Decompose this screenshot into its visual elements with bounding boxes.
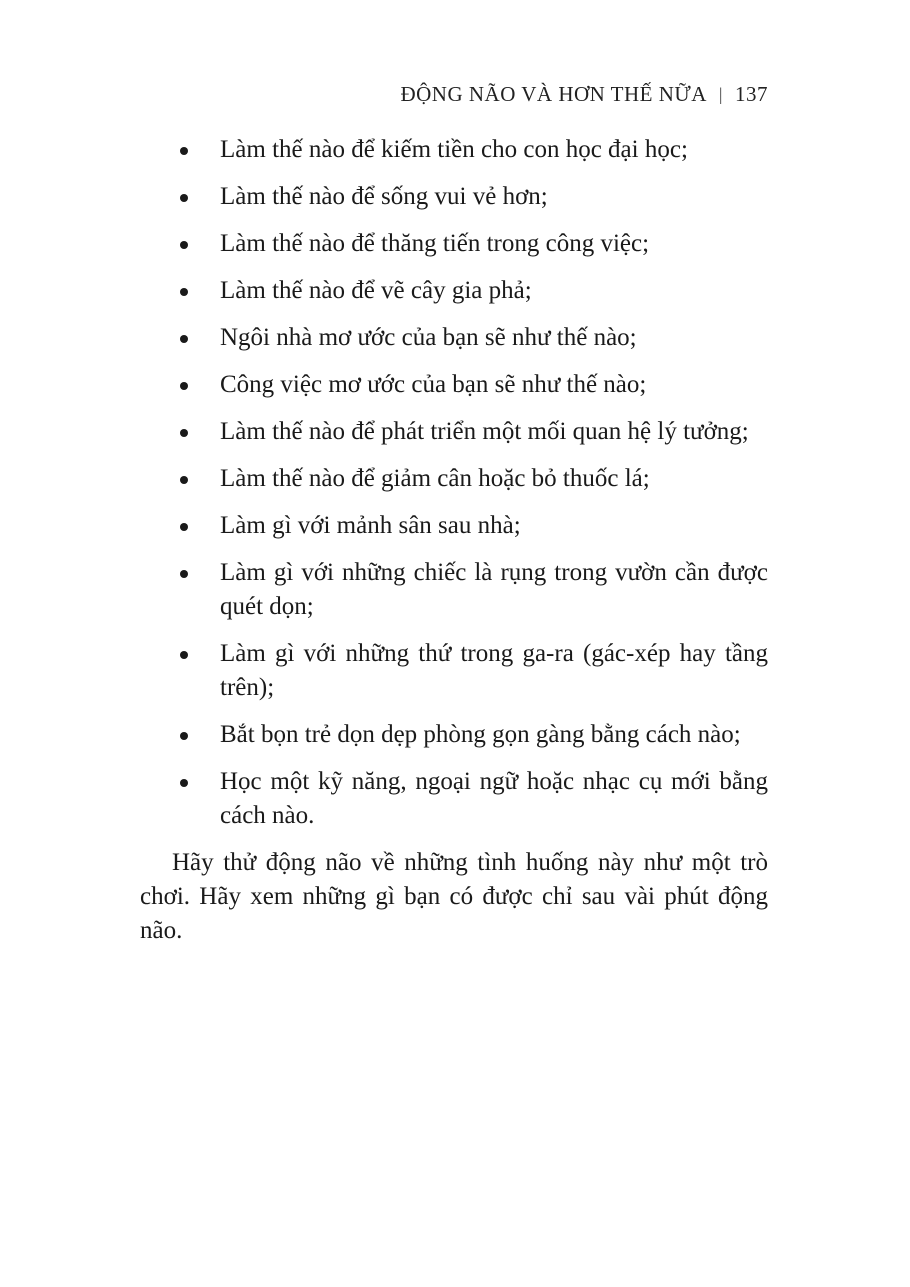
list-item — [140, 556, 768, 624]
list-item-text: Học một kỹ năng, ngoại ngữ hoặc nhạc cụ mới bằng cách nào. — [220, 768, 768, 829]
list-item — [140, 133, 768, 167]
list-item — [140, 368, 768, 402]
page-body — [140, 133, 768, 973]
list-item — [140, 227, 768, 261]
bullet-icon — [180, 194, 188, 202]
list-item-text: Bắt bọn trẻ dọn dẹp phòng gọn gàng bằng cách nào; — [220, 721, 741, 748]
header-separator: | — [718, 84, 723, 104]
list-item-text: Ngôi nhà mơ ước của bạn sẽ như thế nào; — [220, 324, 637, 351]
list-item-text: Làm thế nào để sống vui vẻ hơn; — [220, 183, 548, 210]
list-item — [140, 415, 768, 449]
bullet-icon — [180, 335, 188, 343]
bullet-icon — [180, 732, 188, 740]
bullet-icon — [180, 476, 188, 484]
list-item — [140, 462, 768, 496]
running-header — [400, 82, 768, 107]
bullet-list — [140, 133, 768, 833]
list-item — [140, 765, 768, 833]
list-item — [140, 274, 768, 308]
bullet-icon — [180, 523, 188, 531]
list-item-text: Làm thế nào để giảm cân hoặc bỏ thuốc lá; — [220, 465, 650, 492]
list-item-text: Công việc mơ ước của bạn sẽ như thế nào; — [220, 371, 647, 398]
chapter-title: ĐỘNG NÃO VÀ HƠN THẾ NỮA — [400, 82, 707, 106]
list-item — [140, 509, 768, 543]
body-paragraph: Hãy thử động não về những tình huống này như một trò chơi. Hãy xem những gì bạn có được chỉ sau vài phút động não. — [140, 849, 768, 944]
bullet-icon — [180, 429, 188, 437]
bullet-icon — [180, 147, 188, 155]
bullet-icon — [180, 651, 188, 659]
list-item — [140, 718, 768, 752]
list-item-text: Làm thế nào để phát triển một mối quan hệ lý tưởng; — [220, 418, 749, 445]
bullet-icon — [180, 288, 188, 296]
page-number: 137 — [735, 82, 768, 106]
list-item-text: Làm thế nào để thăng tiến trong công việc; — [220, 230, 650, 257]
list-item — [140, 637, 768, 705]
list-item-text: Làm gì với những chiếc là rụng trong vườn cần được quét dọn; — [220, 559, 768, 620]
list-item-text: Làm gì với mảnh sân sau nhà; — [220, 512, 521, 539]
bullet-icon — [180, 570, 188, 578]
list-item — [140, 321, 768, 355]
list-item — [140, 180, 768, 214]
bullet-icon — [180, 779, 188, 787]
list-item-text: Làm gì với những thứ trong ga-ra (gác-xép hay tầng trên); — [220, 640, 768, 701]
list-item-text: Làm thế nào để kiếm tiền cho con học đại học; — [220, 136, 688, 163]
bullet-icon — [180, 241, 188, 249]
list-item-text: Làm thế nào để vẽ cây gia phả; — [220, 277, 532, 304]
bullet-icon — [180, 382, 188, 390]
